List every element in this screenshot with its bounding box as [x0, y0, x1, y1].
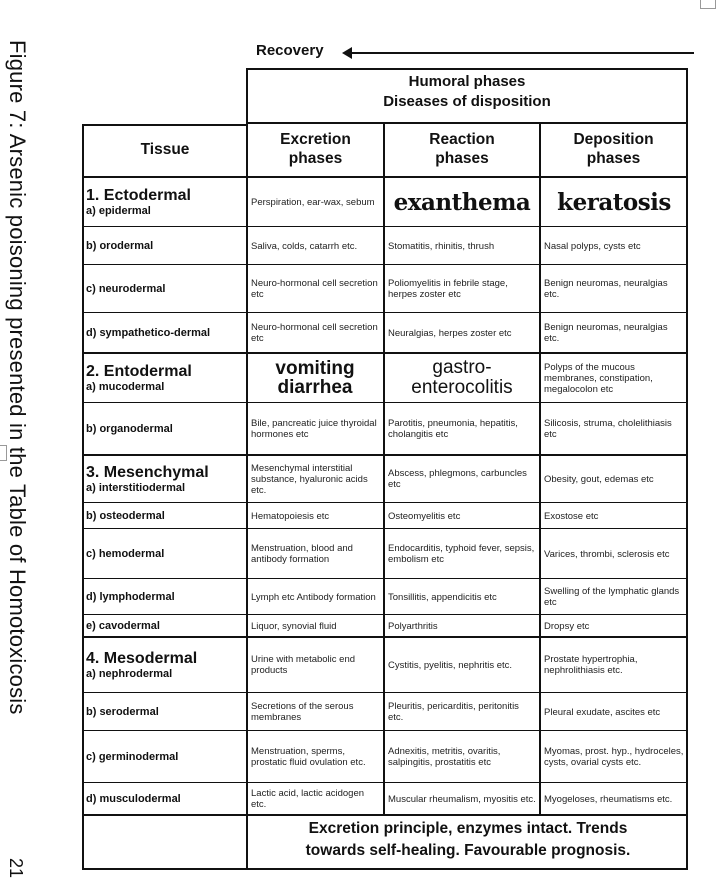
- recovery-label: Recovery: [256, 42, 324, 59]
- deposition-cell: [544, 228, 684, 264]
- tissue-sub-label: b) organodermal: [86, 422, 173, 435]
- tissue-cell: [86, 784, 246, 814]
- excretion-text: vomiting diarrhea: [275, 358, 355, 398]
- grid-line: [82, 124, 246, 126]
- reaction-text: Muscular rheumalism, myositis etc.: [388, 793, 536, 805]
- excretion-cell: [251, 732, 379, 782]
- excretion-cell: [251, 354, 379, 402]
- reaction-text: Poliomyelitis in febrile stage, herpes zoster etc: [388, 278, 508, 300]
- reaction-column-header: [385, 130, 539, 168]
- deposition-cell: [544, 638, 684, 692]
- tissue-sub-label: b) orodermal: [86, 239, 154, 252]
- figure-caption-text: Figure 7: Arsenic poisoning presented in the Table of Homotoxicosis: [5, 40, 30, 715]
- deposition-cell: [544, 178, 684, 226]
- deposition-column-header: [541, 130, 686, 168]
- deposition-header-line2: phases: [586, 150, 641, 167]
- excretion-text: Lymph etc Antibody formation: [251, 591, 376, 603]
- grid-line: [82, 226, 688, 227]
- tissue-sub-label: c) germinodermal: [86, 750, 179, 763]
- deposition-cell: [544, 530, 684, 578]
- deposition-cell: [544, 404, 684, 454]
- tissue-group-label: 3. Mesenchymal: [86, 463, 209, 481]
- tissue-sub-label: c) hemodermal: [86, 547, 165, 560]
- grid-line: [82, 264, 688, 265]
- deposition-cell: [544, 504, 684, 528]
- reaction-cell: [388, 314, 536, 352]
- tissue-cell: [86, 228, 246, 264]
- reaction-header-line2: phases: [435, 150, 489, 167]
- excretion-text: Menstruation, sperms, prostatic fluid ovulation etc.: [251, 746, 366, 768]
- grid-line: [383, 124, 385, 814]
- reaction-text: gastro-enterocolitis: [411, 357, 513, 398]
- excretion-cell: [251, 616, 379, 636]
- reaction-text: Adnexitis, metritis, ovaritis, salpingitis, prostatitis etc: [388, 746, 501, 768]
- grid-line: [686, 68, 688, 870]
- grid-line: [539, 124, 541, 814]
- deposition-text: Obesity, gout, edemas etc: [544, 473, 654, 485]
- tissue-sub-label: d) sympathetico-dermal: [86, 326, 211, 339]
- deposition-text: Silicosis, struma, cholelithiasis etc: [544, 418, 672, 440]
- grid-line: [82, 692, 688, 693]
- grid-line: [82, 782, 688, 783]
- tissue-cell: [86, 354, 246, 402]
- deposition-cell: [544, 266, 684, 312]
- tissue-sub-label: a) nephrodermal: [86, 667, 173, 680]
- grid-line: [82, 614, 688, 615]
- grid-line: [82, 124, 84, 870]
- tissue-group-label: 4. Mesodermal: [86, 649, 198, 667]
- deposition-cell: [544, 784, 684, 814]
- deposition-text: Benign neuromas, neuralgias etc.: [544, 278, 668, 300]
- deposition-cell: [544, 732, 684, 782]
- excretion-cell: [251, 638, 379, 692]
- excretion-cell: [251, 314, 379, 352]
- deposition-cell: [544, 314, 684, 352]
- tissue-cell: [86, 178, 246, 226]
- tissue-group-label: 1. Ectodermal: [86, 186, 191, 204]
- excretion-text: Secretions of the serous membranes: [251, 701, 354, 723]
- deposition-text: Myogeloses, rheumatisms etc.: [544, 793, 673, 805]
- reaction-text: Abscess, phlegmons, carbuncles etc: [388, 468, 527, 490]
- reaction-text: exanthema: [393, 188, 531, 216]
- deposition-cell: [544, 354, 684, 402]
- reaction-cell: [388, 266, 536, 312]
- reaction-text: Polyarthritis: [388, 620, 438, 632]
- recovery-arrow-icon: [344, 52, 694, 54]
- tissue-cell: [86, 694, 246, 730]
- deposition-text: Exostose etc: [544, 510, 599, 522]
- humoral-phases-heading: [248, 72, 686, 112]
- reaction-cell: [388, 580, 536, 614]
- deposition-text: Benign neuromas, neuralgias etc.: [544, 322, 668, 344]
- grid-line: [82, 528, 688, 529]
- tissue-sub-label: b) serodermal: [86, 705, 159, 718]
- grid-line: [82, 578, 688, 579]
- tissue-sub-label: b) osteodermal: [86, 509, 165, 522]
- grid-line: [82, 312, 688, 313]
- deposition-cell: [544, 694, 684, 730]
- excretion-cell: [251, 404, 379, 454]
- reaction-cell: [388, 784, 536, 814]
- grid-line: [246, 122, 688, 124]
- diseases-of-disposition-title: Diseases of disposition: [383, 93, 551, 110]
- tissue-cell: [86, 404, 246, 454]
- excretion-header-line2: phases: [288, 150, 343, 167]
- excretion-cell: [251, 784, 379, 814]
- tissue-cell: [86, 530, 246, 578]
- reaction-cell: [388, 694, 536, 730]
- deposition-header-line1: Deposition: [573, 131, 654, 148]
- reaction-text: Endocarditis, typhoid fever, sepsis, embolism etc: [388, 543, 535, 565]
- reaction-text: Parotitis, pneumonia, hepatitis, cholangitis etc: [388, 418, 518, 440]
- reaction-cell: [388, 530, 536, 578]
- tissue-sub-label: c) neurodermal: [86, 282, 166, 295]
- excretion-text: Lactic acid, lactic acidogen etc.: [251, 788, 365, 810]
- excretion-cell: [251, 530, 379, 578]
- excretion-text: Saliva, colds, catarrh etc.: [251, 240, 358, 252]
- deposition-text: Prostate hypertrophia, nephrolithiasis etc.: [544, 654, 638, 676]
- excretion-cell: [251, 456, 379, 502]
- footer-line2: towards self-healing. Favourable prognosis.: [305, 842, 631, 859]
- grid-line: [246, 68, 688, 70]
- tissue-sub-label: e) cavodermal: [86, 619, 160, 632]
- excretion-text: Hematopoiesis etc: [251, 510, 330, 522]
- tissue-cell: [86, 266, 246, 312]
- deposition-text: Myomas, prost. hyp., hydroceles, cysts, ovarial cysts etc.: [544, 746, 684, 768]
- excretion-cell: [251, 228, 379, 264]
- page-number: 21: [6, 858, 26, 879]
- grid-line: [82, 502, 688, 503]
- excretion-header-line1: Excretion: [280, 131, 351, 148]
- excretion-text: Liquor, synovial fluid: [251, 620, 337, 632]
- excretion-text: Perspiration, ear-wax, sebum: [251, 196, 375, 208]
- excretion-cell: [251, 266, 379, 312]
- grid-line: [82, 402, 688, 403]
- excretion-column-header: [248, 130, 383, 168]
- tissue-sub-label: d) musculodermal: [86, 792, 181, 805]
- grid-line: [82, 814, 688, 816]
- excretion-cell: [251, 580, 379, 614]
- tissue-sub-label: a) mucodermal: [86, 380, 165, 393]
- reaction-cell: [388, 504, 536, 528]
- deposition-cell: [544, 456, 684, 502]
- excretion-cell: [251, 504, 379, 528]
- reaction-text: Pleuritis, pericarditis, peritonitis etc.: [388, 701, 519, 723]
- reaction-text: Tonsillitis, appendicitis etc: [388, 591, 497, 603]
- tissue-cell: [86, 504, 246, 528]
- excretion-text: Neuro-hormonal cell secretion etc: [251, 322, 378, 344]
- deposition-text: Swelling of the lymphatic glands etc: [544, 586, 680, 608]
- tissue-cell: [86, 456, 246, 502]
- deposition-text: keratosis: [557, 188, 671, 216]
- reaction-header-line1: Reaction: [429, 131, 495, 148]
- deposition-text: Nasal polyps, cysts etc: [544, 240, 641, 252]
- reaction-cell: [388, 638, 536, 692]
- deposition-text: Polyps of the mucous membranes, constipation, megalocolon etc: [544, 361, 653, 395]
- excretion-cell: [251, 694, 379, 730]
- tissue-sub-label: a) epidermal: [86, 204, 151, 217]
- reaction-cell: [388, 732, 536, 782]
- reaction-cell: [388, 404, 536, 454]
- tissue-cell: [86, 638, 246, 692]
- grid-line: [82, 868, 688, 870]
- table-footer-note: [250, 818, 686, 862]
- tissue-group-label: 2. Entodermal: [86, 362, 192, 380]
- excretion-text: Urine with metabolic end products: [251, 654, 356, 676]
- excretion-text: Bile, pancreatic juice thyroidal hormones etc: [251, 418, 377, 440]
- excretion-cell: [251, 178, 379, 226]
- deposition-text: Dropsy etc: [544, 620, 590, 632]
- humoral-phases-title: Humoral phases: [408, 73, 526, 90]
- footer-line1: Excretion principle, enzymes intact. Trends: [308, 820, 628, 837]
- tissue-cell: [86, 580, 246, 614]
- tissue-column-header: Tissue: [140, 141, 190, 158]
- excretion-text: Neuro-hormonal cell secretion etc: [251, 278, 378, 300]
- reaction-text: Osteomyelitis etc: [388, 510, 461, 522]
- deposition-text: Varices, thrombi, sclerosis etc: [544, 548, 670, 560]
- tissue-sub-label: d) lymphodermal: [86, 590, 175, 603]
- reaction-text: Stomatitis, rhinitis, thrush: [388, 240, 495, 252]
- excretion-text: Mesenchymal interstitial substance, hyaluronic acids etc.: [251, 462, 368, 496]
- tissue-cell: [86, 314, 246, 352]
- reaction-cell: [388, 456, 536, 502]
- tissue-cell: [86, 616, 246, 636]
- excretion-text: Menstruation, blood and antibody formation: [251, 543, 353, 565]
- deposition-text: Pleural exudate, ascites etc: [544, 706, 661, 718]
- grid-line: [82, 730, 688, 731]
- deposition-cell: [544, 616, 684, 636]
- reaction-cell: [388, 616, 536, 636]
- reaction-cell: [388, 354, 536, 402]
- deposition-cell: [544, 580, 684, 614]
- tissue-sub-label: a) interstitiodermal: [86, 481, 186, 494]
- reaction-cell: [388, 178, 536, 226]
- scan-margin-mark-right: [700, 0, 716, 9]
- reaction-text: Cystitis, pyelitis, nephritis etc.: [388, 659, 513, 671]
- grid-line: [246, 68, 248, 870]
- reaction-cell: [388, 228, 536, 264]
- tissue-cell: [86, 732, 246, 782]
- reaction-text: Neuralgias, herpes zoster etc: [388, 327, 512, 339]
- scan-margin-mark-left: [0, 445, 7, 461]
